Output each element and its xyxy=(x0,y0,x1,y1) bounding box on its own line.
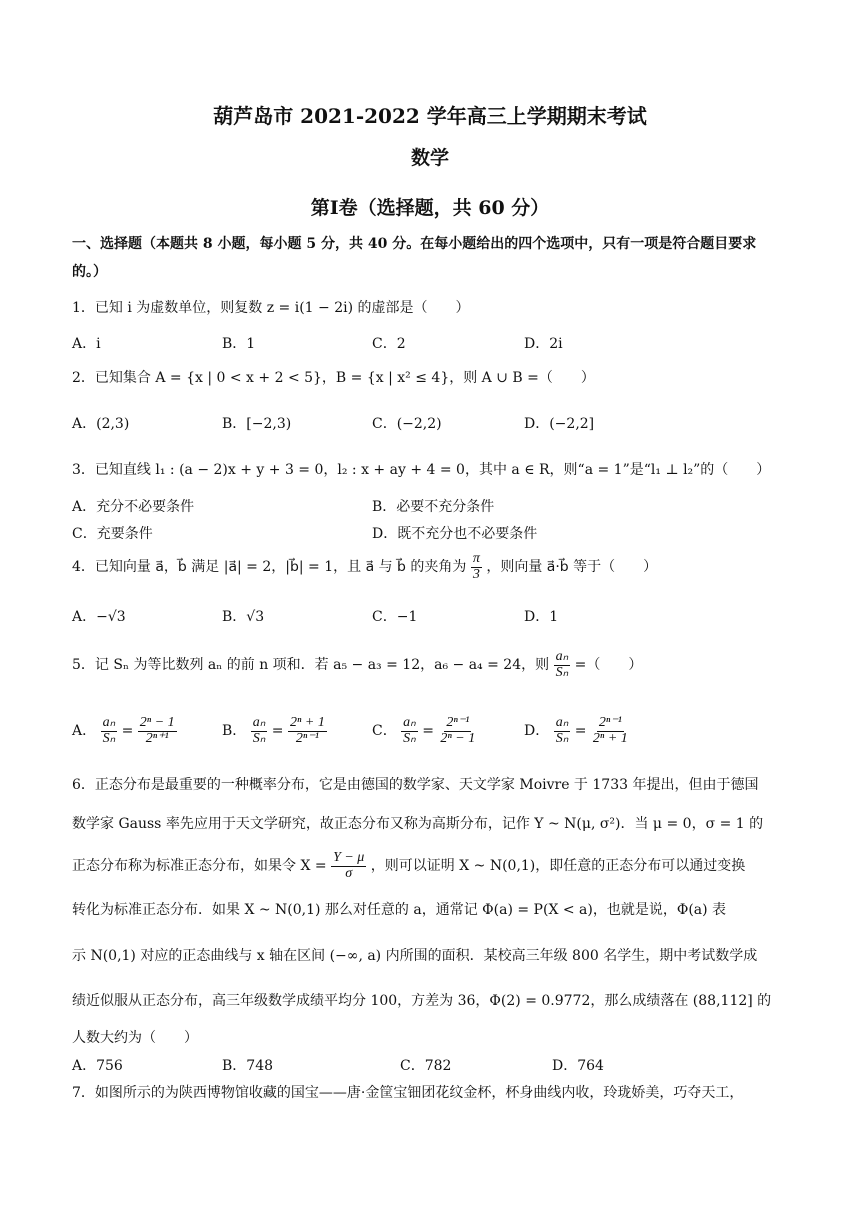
question-6-line-3-text-a: 正态分布称为标准正态分布，如果令 X = xyxy=(72,858,327,875)
question-6-option-d[interactable]: D．764 xyxy=(552,1058,604,1074)
question-6-line-5: 示 N(0,1) 对应的正态曲线与 x 轴在区间 (−∞, a) 内所围的面积．某校高三年级 800 名学生，期中考试数学成 xyxy=(72,948,758,964)
lhs-numerator: aₙ xyxy=(555,715,569,730)
question-6-line-1: 6．正态分布是最重要的一种概率分布，它是由德国的数学家、天文学家 Moivre 于 1733 年提出，但由于德国 xyxy=(72,777,759,793)
question-6-option-b[interactable]: B．748 xyxy=(222,1058,274,1074)
question-6-line-3 xyxy=(72,851,745,881)
question-5-ratio-fraction xyxy=(554,650,571,680)
question-4-option-c[interactable]: C．−1 xyxy=(372,609,418,625)
question-6-line-6: 绩近似服从正态分布，高三年级数学成绩平均分 100，方差为 36，Φ(2) = 0.9772，那么成绩落在 (88,112] 的 xyxy=(72,993,772,1009)
rhs-numerator: 2ⁿ − 1 xyxy=(139,715,175,730)
rhs-denominator: 2ⁿ⁺¹ xyxy=(145,730,169,746)
question-1-option-b[interactable]: B．1 xyxy=(222,336,256,352)
question-5-option-d[interactable] xyxy=(524,716,630,746)
option-label: D． xyxy=(524,723,550,740)
option-rhs-fraction xyxy=(591,716,630,746)
question-6-line-2: 数学家 Gauss 率先应用于天文学研究，故正态分布又称为高斯分布，记作 Y ~ N(μ, σ²)．当 μ = 0，σ = 1 的 xyxy=(72,816,764,832)
question-5-option-a[interactable] xyxy=(72,716,177,746)
option-label: C． xyxy=(372,723,397,740)
question-4-angle-fraction xyxy=(471,552,482,582)
option-lhs-fraction xyxy=(401,716,418,746)
question-6-standardize-fraction xyxy=(331,851,366,881)
question-4-angle-denominator: 3 xyxy=(472,566,480,582)
question-3-option-c[interactable]: C．充要条件 xyxy=(72,526,153,542)
question-5-ratio-numerator: aₙ xyxy=(555,649,569,664)
question-3-option-a[interactable]: A．充分不必要条件 xyxy=(72,499,195,515)
question-6-option-c[interactable]: C．782 xyxy=(400,1058,452,1074)
rhs-denominator: 2ⁿ + 1 xyxy=(592,730,628,746)
question-6-line-4: 转化为标准正态分布．如果 X ~ N(0,1) 那么对任意的 a，通常记 Φ(a) = P(X < a)，也就是说，Φ(a) 表 xyxy=(72,902,727,918)
question-3-stem: 3．已知直线 l₁ : (a − 2)x + y + 3 = 0，l₂ : x + ay + 4 = 0，其中 a ∈ R，则“a = 1”是“l₁ ⊥ l₂”的（ ） xyxy=(72,462,771,478)
equals-sign: = xyxy=(121,723,134,740)
question-4-stem-text-b: ，则向量 a⃗·b⃗ 等于（ ） xyxy=(486,559,658,576)
lhs-denominator: Sₙ xyxy=(252,730,266,746)
question-4-angle-numerator: π xyxy=(472,551,480,566)
question-1-stem: 1．已知 i 为虚数单位，则复数 z = i(1 − 2i) 的虚部是（ ） xyxy=(72,300,470,316)
rhs-denominator: 2ⁿ⁻¹ xyxy=(295,730,319,746)
option-label: A． xyxy=(72,723,97,740)
lhs-numerator: aₙ xyxy=(252,715,266,730)
question-4-option-d[interactable]: D．1 xyxy=(524,609,559,625)
question-5-stem-text-a: 5．记 Sₙ 为等比数列 aₙ 的前 n 项和．若 a₅ − a₃ = 12，a₆ − a₄ = 24，则 xyxy=(72,657,550,674)
question-6-line-7: 人数大约为（ ） xyxy=(72,1030,198,1046)
rhs-numerator: 2ⁿ + 1 xyxy=(289,715,325,730)
question-6-option-a[interactable]: A．756 xyxy=(72,1058,123,1074)
section-heading: 第Ⅰ卷（选择题，共 60 分） xyxy=(310,197,550,219)
question-2-option-c[interactable]: C．(−2,2) xyxy=(372,416,442,432)
standardize-numerator: Y − μ xyxy=(333,850,365,865)
question-1-option-d[interactable]: D．2i xyxy=(524,336,563,352)
standardize-denominator: σ xyxy=(345,865,353,881)
subject-heading: 数学 xyxy=(410,147,449,169)
question-3-option-d[interactable]: D．既不充分也不必要条件 xyxy=(372,526,538,542)
option-rhs-fraction xyxy=(438,716,477,746)
question-1-option-a[interactable]: A．i xyxy=(72,336,101,352)
question-5-option-c[interactable] xyxy=(372,716,477,746)
question-5-ratio-denominator: Sₙ xyxy=(555,664,569,680)
question-5-option-b[interactable] xyxy=(222,716,327,746)
rhs-numerator: 2ⁿ⁻¹ xyxy=(598,715,622,730)
exam-title: 葫芦岛市 2021-2022 学年高三上学期期末考试 xyxy=(213,104,647,128)
question-3-option-b[interactable]: B．必要不充分条件 xyxy=(372,499,495,515)
option-rhs-fraction xyxy=(138,716,177,746)
question-7-stem: 7．如图所示的为陕西博物馆收藏的国宝——唐·金筐宝钿团花纹金杯，杯身曲线内收，玲珑娇美，巧夺天工， xyxy=(72,1085,744,1101)
lhs-denominator: Sₙ xyxy=(555,730,569,746)
option-lhs-fraction xyxy=(554,716,571,746)
lhs-denominator: Sₙ xyxy=(403,730,416,746)
equals-sign: = xyxy=(574,723,587,740)
lhs-numerator: aₙ xyxy=(403,715,416,730)
lhs-denominator: Sₙ xyxy=(102,730,116,746)
question-4-stem xyxy=(72,552,657,582)
question-4-option-a[interactable]: A．−√3 xyxy=(72,609,126,625)
rhs-denominator: 2ⁿ − 1 xyxy=(440,730,476,746)
option-lhs-fraction xyxy=(101,716,118,746)
question-4-option-b[interactable]: B．√3 xyxy=(222,609,265,625)
question-5-stem xyxy=(72,650,642,680)
equals-sign: = xyxy=(271,723,284,740)
equals-sign: = xyxy=(422,723,434,740)
option-label: B． xyxy=(222,723,247,740)
lhs-numerator: aₙ xyxy=(102,715,116,730)
question-6-line-3-text-b: ，则可以证明 X ~ N(0,1)，即任意的正态分布可以通过变换 xyxy=(370,858,746,875)
question-4-stem-text-a: 4．已知向量 a⃗，b⃗ 满足 |a⃗| = 2，|b⃗| = 1，且 a⃗ 与 b⃗ 的夹角为 xyxy=(72,559,467,576)
rhs-numerator: 2ⁿ⁻¹ xyxy=(446,715,470,730)
instructions-line-2: 的。） xyxy=(72,264,107,280)
instructions-line-1: 一、选择题（本题共 8 小题，每小题 5 分，共 40 分。在每小题给出的四个选项中，只有一项是符合题目要求 xyxy=(72,236,757,252)
question-1-option-c[interactable]: C．2 xyxy=(372,336,406,352)
question-5-stem-text-b: =（ ） xyxy=(574,657,643,674)
question-2-option-b[interactable]: B．[−2,3) xyxy=(222,416,292,432)
option-rhs-fraction xyxy=(288,716,327,746)
question-2-option-d[interactable]: D．(−2,2] xyxy=(524,416,595,432)
question-2-option-a[interactable]: A．(2,3) xyxy=(72,416,130,432)
option-lhs-fraction xyxy=(251,716,268,746)
question-2-stem: 2．已知集合 A = {x | 0 < x + 2 < 5}，B = {x | x² ≤ 4}，则 A ∪ B =（ ） xyxy=(72,370,595,386)
